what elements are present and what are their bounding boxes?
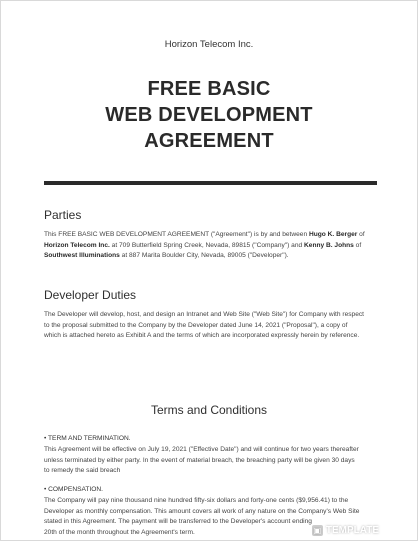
term-line-1: This Agreement will be effective on July 19, 2021 ("Effective Date") and will continue for two years thereafter bbox=[44, 446, 359, 453]
compensation-line-4: 20th of the month throughout the Agreement's term. bbox=[44, 528, 195, 536]
title-line-1: FREE BASIC bbox=[147, 78, 271, 100]
template-watermark bbox=[312, 525, 379, 536]
watermark-text: TEMPLATE bbox=[325, 525, 379, 536]
compensation-clause-title: • COMPENSATION. bbox=[44, 486, 103, 493]
title-line-2: WEB DEVELOPMENT bbox=[105, 104, 313, 126]
terms-heading: Terms and Conditions bbox=[150, 403, 268, 417]
template-icon: ▣ bbox=[313, 526, 322, 535]
compensation-line-1: The Company will pay nine thousand nine hundred fifty-six dollars and forty-one cents ($9,956.41) to the bbox=[44, 497, 349, 504]
duties-line-1: The Developer will develop, host, and design an Intranet and Web Site ("Web Site") for Company with respect bbox=[44, 311, 365, 318]
term-clause-title: • TERM AND TERMINATION. bbox=[44, 435, 131, 442]
document-title bbox=[1, 76, 417, 154]
parties-text-5: at 887 Marita Boulder City, Nevada, 89005 ("Developer"). bbox=[119, 252, 289, 259]
parties-line-2 bbox=[44, 241, 382, 252]
title-divider bbox=[44, 181, 377, 185]
term-line-2: unless terminated by either party. In the event of material breach, the breaching party will be given 30 days bbox=[44, 456, 355, 464]
parties-heading: Parties bbox=[44, 208, 82, 222]
document-page bbox=[1, 1, 417, 540]
parties-line-1 bbox=[44, 230, 382, 241]
term-line-3: to remedy the said breach bbox=[44, 467, 121, 474]
duties-line-2: to the proposal submitted to the Company by the Developer dated June 14, 2021 ("Proposal"), a copy of bbox=[44, 321, 348, 329]
parties-text-2: of bbox=[357, 231, 365, 238]
second-party-company: Southwest Illuminations bbox=[44, 252, 120, 259]
parties-paragraph bbox=[44, 230, 382, 262]
first-party-company: Horizon Telecom Inc. bbox=[44, 241, 110, 249]
first-party-name: Hugo K. Berger bbox=[308, 231, 358, 238]
second-party-name: Kenny B. Johns bbox=[304, 241, 354, 249]
compensation-line-3: stated in this Agreement. The payment will be transferred to the Developer's account ending bbox=[44, 518, 312, 525]
parties-text-4: of bbox=[353, 241, 362, 249]
duties-line-3: which is attached hereto as Exhibit A and the terms of which are incorporated expressly herein by reference. bbox=[44, 332, 360, 339]
term-clause-paragraph bbox=[44, 445, 382, 477]
duties-paragraph bbox=[44, 310, 382, 342]
parties-line-3 bbox=[44, 251, 382, 262]
company-name: Horizon Telecom Inc. bbox=[164, 39, 254, 50]
duties-heading: Developer Duties bbox=[44, 288, 137, 302]
title-line-3: AGREEMENT bbox=[144, 130, 274, 152]
parties-text-3: at 709 Butterfield Spring Creek, Nevada, 89815 ("Company") and bbox=[109, 241, 305, 249]
compensation-line-2: Developer as monthly compensation. This amount covers all work of any nature on the Company's Web Site bbox=[44, 507, 360, 515]
parties-text-1: This FREE BASIC WEB DEVELOPMENT AGREEMENT ("Agreement") is by and between bbox=[44, 231, 309, 238]
